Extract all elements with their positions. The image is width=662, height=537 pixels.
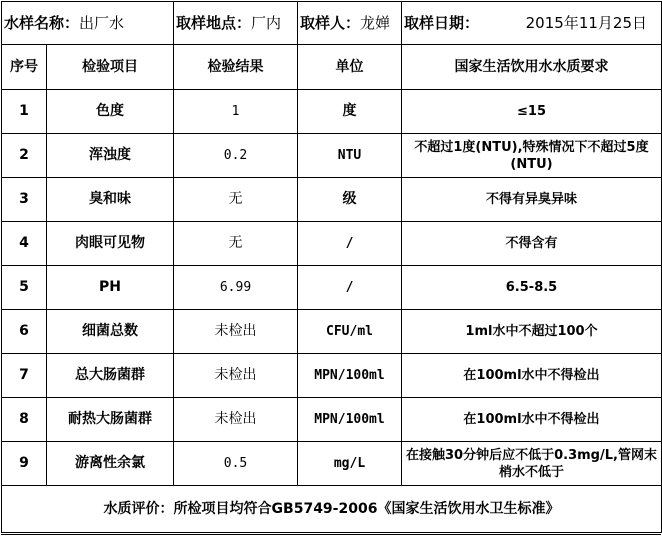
- date-value: 2015年11月25日: [525, 13, 647, 32]
- result-cell[interactable]: 0.2: [174, 134, 298, 178]
- seq-cell[interactable]: 3: [2, 178, 47, 222]
- date-label: 取样日期：: [404, 13, 480, 32]
- seq-cell[interactable]: 1: [2, 90, 47, 134]
- unit-cell[interactable]: 度: [298, 90, 402, 134]
- item-cell[interactable]: 游离性余氯: [47, 442, 174, 486]
- result-cell[interactable]: 未检出: [174, 398, 298, 442]
- bottom-border: [1, 534, 661, 535]
- sample-name-value: 出厂水: [79, 13, 125, 32]
- column-header-item[interactable]: 检验项目: [47, 45, 174, 90]
- item-cell[interactable]: 细菌总数: [47, 310, 174, 354]
- result-cell[interactable]: 无: [174, 178, 298, 222]
- location-cell[interactable]: [174, 2, 298, 45]
- item-cell[interactable]: 耐热大肠菌群: [47, 398, 174, 442]
- seq-cell[interactable]: 2: [2, 134, 47, 178]
- table-row: [2, 222, 662, 266]
- seq-cell[interactable]: 6: [2, 310, 47, 354]
- seq-cell[interactable]: 8: [2, 398, 47, 442]
- table-row: [2, 266, 662, 310]
- item-cell[interactable]: 色度: [47, 90, 174, 134]
- requirement-cell[interactable]: 不得有异臭异味: [402, 178, 662, 222]
- table-row: [2, 398, 662, 442]
- report-table: [1, 1, 662, 533]
- unit-cell[interactable]: /: [298, 266, 402, 310]
- item-cell[interactable]: 肉眼可见物: [47, 222, 174, 266]
- sample-name-label: 水样名称：: [4, 13, 80, 32]
- evaluation-row: [2, 486, 662, 533]
- sampler-cell[interactable]: [298, 2, 402, 45]
- item-cell[interactable]: 臭和味: [47, 178, 174, 222]
- requirement-cell[interactable]: 在100ml水中不得检出: [402, 398, 662, 442]
- table-row: [2, 134, 662, 178]
- item-cell[interactable]: 总大肠菌群: [47, 354, 174, 398]
- requirement-text: 不超过1度(NTU),特殊情况下不超过5度 (NTU): [414, 139, 649, 172]
- result-cell[interactable]: 未检出: [174, 310, 298, 354]
- column-header-unit[interactable]: 单位: [298, 45, 402, 90]
- unit-cell[interactable]: mg/L: [298, 442, 402, 486]
- column-header-result[interactable]: 检验结果: [174, 45, 298, 90]
- evaluation-cell[interactable]: 水质评价：所检项目均符合GB5749-2006《国家生活饮用水卫生标准》: [2, 486, 662, 533]
- item-cell[interactable]: PH: [47, 266, 174, 310]
- requirement-cell[interactable]: [402, 442, 662, 486]
- table-row: [2, 90, 662, 134]
- unit-cell[interactable]: CFU/ml: [298, 310, 402, 354]
- unit-cell[interactable]: MPN/100ml: [298, 398, 402, 442]
- date-cell[interactable]: [402, 2, 662, 45]
- result-cell[interactable]: 1: [174, 90, 298, 134]
- requirement-cell[interactable]: 6.5-8.5: [402, 266, 662, 310]
- location-label: 取样地点：: [176, 13, 252, 32]
- table-row: [2, 310, 662, 354]
- column-header-requirement[interactable]: 国家生活饮用水水质要求: [402, 45, 662, 90]
- header-row: [2, 2, 662, 45]
- item-cell[interactable]: 浑浊度: [47, 134, 174, 178]
- result-cell[interactable]: 未检出: [174, 354, 298, 398]
- result-cell[interactable]: 无: [174, 222, 298, 266]
- table-row: [2, 354, 662, 398]
- seq-cell[interactable]: 5: [2, 266, 47, 310]
- requirement-cell[interactable]: [402, 134, 662, 178]
- requirement-text: 在接触30分钟后应不低于0.3mg/L,管网末梢水不低于: [406, 447, 657, 480]
- result-cell[interactable]: 0.5: [174, 442, 298, 486]
- sample-name-cell[interactable]: [2, 2, 174, 45]
- requirement-cell[interactable]: ≤15: [402, 90, 662, 134]
- requirement-cell[interactable]: 不得含有: [402, 222, 662, 266]
- sampler-value: 龙婵: [360, 13, 391, 32]
- column-header-seq[interactable]: 序号: [2, 45, 47, 90]
- unit-cell[interactable]: 级: [298, 178, 402, 222]
- seq-cell[interactable]: 9: [2, 442, 47, 486]
- seq-cell[interactable]: 7: [2, 354, 47, 398]
- seq-cell[interactable]: 4: [2, 222, 47, 266]
- column-header-row: [2, 45, 662, 90]
- table-row: [2, 178, 662, 222]
- requirement-cell[interactable]: 1ml水中不超过100个: [402, 310, 662, 354]
- unit-cell[interactable]: MPN/100ml: [298, 354, 402, 398]
- sampler-label: 取样人：: [300, 13, 361, 32]
- unit-cell[interactable]: NTU: [298, 134, 402, 178]
- requirement-cell[interactable]: 在100ml水中不得检出: [402, 354, 662, 398]
- table-row: [2, 442, 662, 486]
- result-cell[interactable]: 6.99: [174, 266, 298, 310]
- unit-cell[interactable]: /: [298, 222, 402, 266]
- location-value: 厂内: [251, 13, 282, 32]
